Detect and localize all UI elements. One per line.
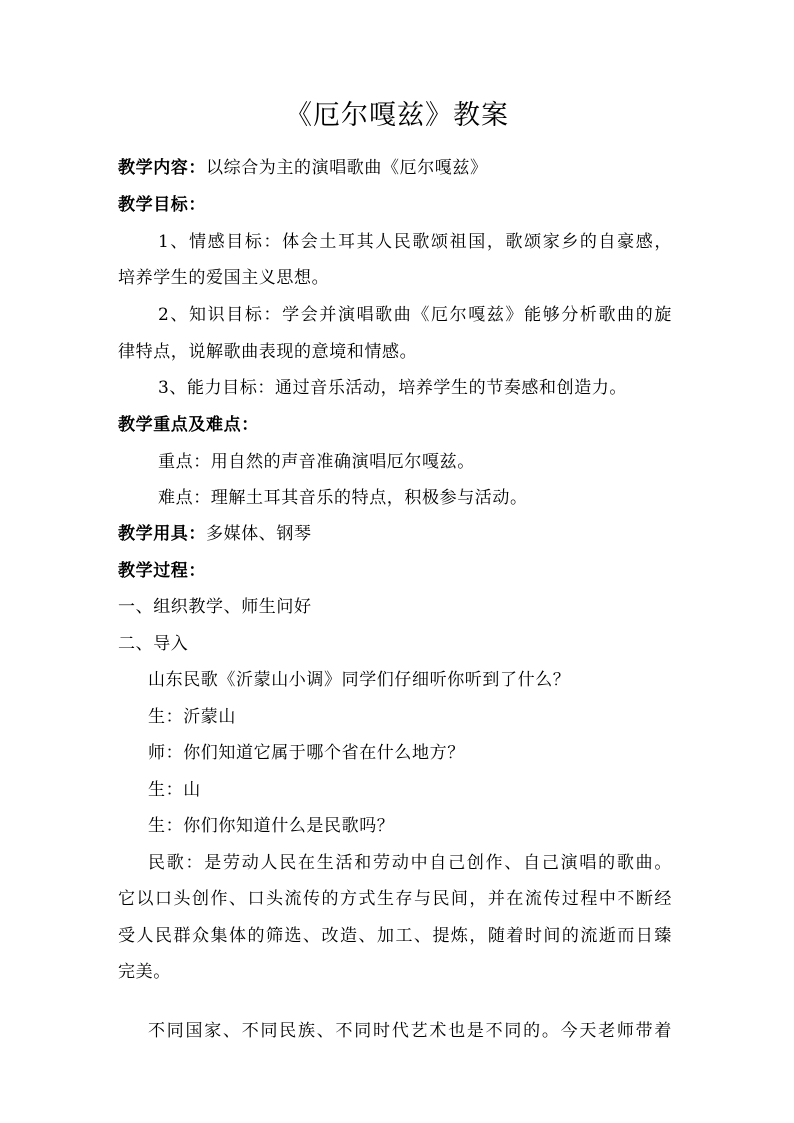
goal-2-line-2: 律特点，说解歌曲表现的意境和情感。 xyxy=(118,342,418,362)
difficult-point: 难点：理解土耳其音乐的特点，积极参与活动。 xyxy=(158,488,528,508)
goal-3: 3、能力目标：通过音乐活动，培养学生的节奏感和创造力。 xyxy=(158,378,628,398)
teaching-content-line xyxy=(118,156,688,180)
goal-2-line-1: 2、知识目标：学会并演唱歌曲《厄尔嘎兹》能够分析歌曲的旋 xyxy=(158,305,672,325)
teaching-content-text: 以综合为主的演唱歌曲《厄尔嘎兹》 xyxy=(206,158,488,178)
folk-song-line-4: 完美。 xyxy=(118,962,171,982)
teacher-question-1: 师：你们知道它属于哪个省在什么地方？ xyxy=(148,743,465,763)
teaching-tools-heading: 教学用具： xyxy=(118,524,206,544)
closing-line: 不同国家、不同民族、不同时代艺术也是不同的。今天老师带着 xyxy=(148,1021,672,1041)
process-step-1: 一、组织教学、师生问好 xyxy=(118,597,312,617)
key-point: 重点：用自然的声音准确演唱厄尔嘎兹。 xyxy=(158,452,475,472)
student-answer-2: 生：山 xyxy=(148,780,201,800)
document-title: 《厄尔嘎兹》教案 xyxy=(285,100,509,131)
folk-song-line-3: 受人民群众集体的筛选、改造、加工、提炼，随着时间的流逝而日臻 xyxy=(118,926,672,946)
goal-1-line-1: 1、情感目标：体会土耳其人民歌颂祖国，歌颂家乡的自豪感， xyxy=(158,232,672,252)
teaching-goals-heading: 教学目标： xyxy=(118,195,206,215)
intro-question: 山东民歌《沂蒙山小调》同学们仔细听你听到了什么？ xyxy=(148,670,571,690)
student-answer-1: 生：沂蒙山 xyxy=(148,707,236,727)
teaching-tools-line xyxy=(118,522,688,546)
folk-song-line-1: 民歌：是劳动人民在生活和劳动中自己创作、自己演唱的歌曲。 xyxy=(148,853,672,873)
student-question-3: 生：你们你知道什么是民歌吗？ xyxy=(148,816,395,836)
process-step-2: 二、导入 xyxy=(118,634,189,654)
teaching-tools-text: 多媒体、钢琴 xyxy=(206,524,312,544)
folk-song-line-2: 它以口头创作、口头流传的方式生存与民间，并在流传过程中不断经 xyxy=(118,889,672,909)
key-difficult-heading: 教学重点及难点： xyxy=(118,415,259,435)
teaching-process-heading: 教学过程： xyxy=(118,561,206,581)
goal-1-line-2: 培养学生的爱国主义思想。 xyxy=(118,268,330,288)
teaching-content-heading: 教学内容： xyxy=(118,158,206,178)
